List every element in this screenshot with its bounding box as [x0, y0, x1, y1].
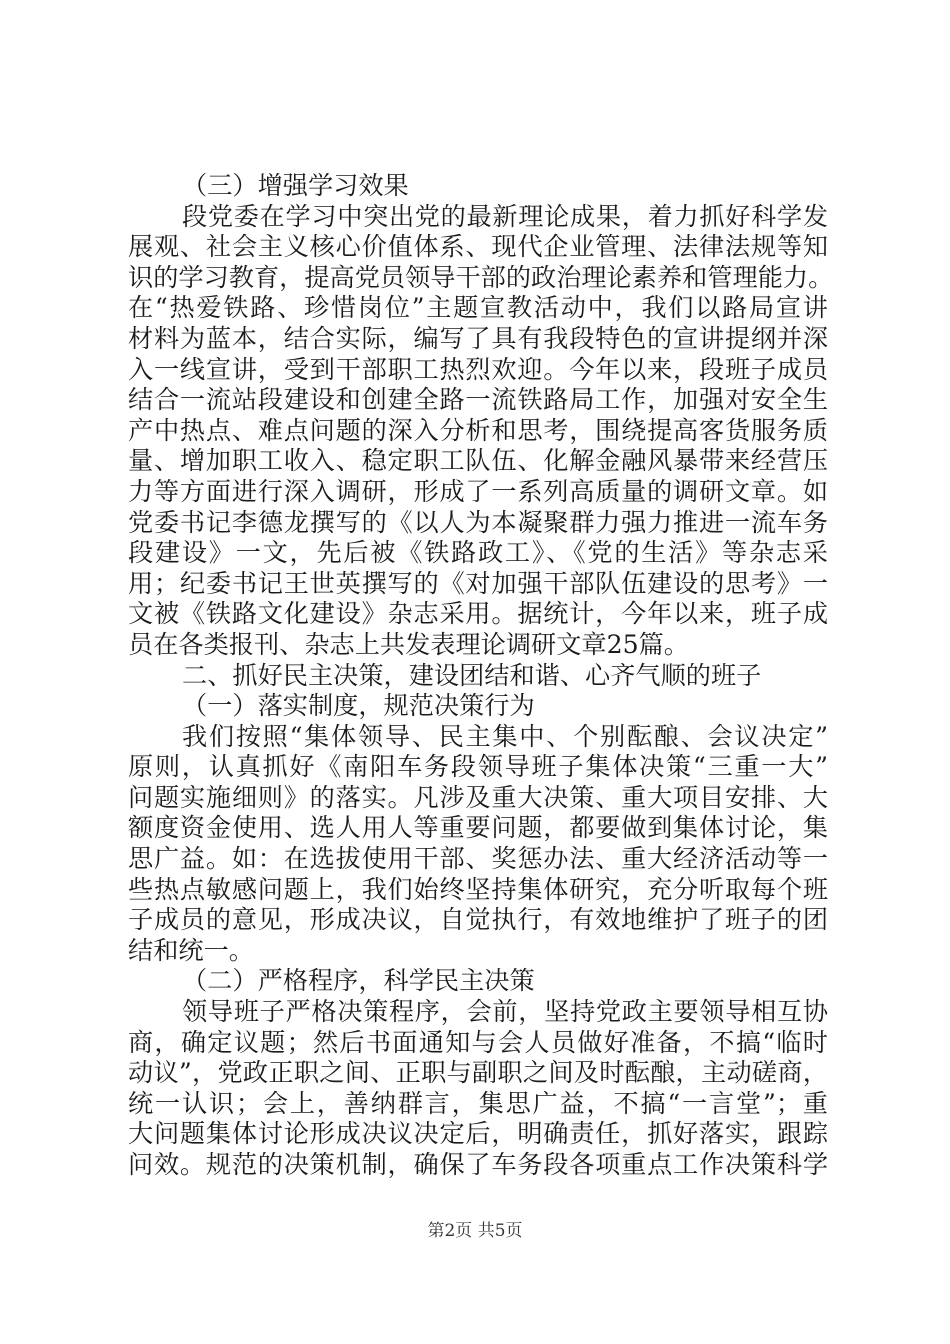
text-line: 原则，认真抓好《南阳车务段领导班子集体决策“三重一大”: [128, 752, 828, 782]
text-line: （一）落实制度，规范决策行为: [182, 691, 535, 721]
text-line: 动议”，党政正职之间、正职与副职之间及时酝酿，主动磋商，: [128, 1058, 828, 1088]
text-line: 党委书记李德龙撰写的《以人为本凝聚群力强力推进一流车务: [128, 507, 828, 537]
text-line: 力等方面进行深入调研，形成了一系列高质量的调研文章。如: [128, 476, 828, 506]
text-line: 段党委在学习中突出党的最新理论成果，着力抓好科学发: [182, 201, 828, 231]
text-line: 大问题集体讨论形成决议决定后，明确责任，抓好落实，跟踪: [128, 1119, 828, 1149]
text-line: 入一线宣讲，受到干部职工热烈欢迎。今年以来，段班子成员: [128, 354, 828, 384]
text-line: 问题实施细则》的落实。凡涉及重大决策、重大项目安排、大: [128, 782, 828, 812]
text-line: 问效。规范的决策机制，确保了车务段各项重点工作决策科学: [128, 1150, 828, 1179]
text-line: 识的学习教育，提高党员领导干部的政治理论素养和管理能力。: [128, 262, 834, 292]
text-line: 量、增加职工收入、稳定职工队伍、化解金融风暴带来经营压: [128, 446, 828, 476]
text-line: 统一认识；会上，善纳群言，集思广益，不搞“一言堂”；重: [128, 1088, 828, 1118]
text-line: （三）增强学习效果: [182, 171, 409, 200]
text-line: 段建设》一文，先后被《铁路政工》、《党的生活》等杂志采: [128, 538, 828, 568]
text-line: 材料为蓝本，结合实际，编写了具有我段特色的宣讲提纲并深: [128, 323, 828, 353]
text-line: 思广益。如：在选拔使用干部、奖惩办法、重大经济活动等一: [128, 844, 828, 874]
text-line: （二）严格程序，科学民主决策: [182, 966, 535, 996]
text-line: 结合一流站段建设和创建全路一流铁路局工作，加强对安全生: [128, 385, 828, 415]
text-line: 商，确定议题；然后书面通知与会人员做好准备，不搞“临时: [128, 1027, 828, 1057]
text-line: 展观、社会主义核心价值体系、现代企业管理、法律法规等知: [128, 232, 828, 262]
text-line: 二、抓好民主决策，建设团结和谐、心齐气顺的班子: [182, 660, 762, 690]
page-footer: 第2页 共5页: [427, 1221, 523, 1241]
text-line: 产中热点、难点问题的深入分析和思考，围绕提高客货服务质: [128, 415, 828, 445]
text-line: 在“热爱铁路、珍惜岗位”主题宣教活动中，我们以路局宣讲: [128, 293, 828, 323]
text-line: 我们按照“集体领导、民主集中、个别酝酿、会议决定”: [182, 721, 828, 751]
text-line: 员在各类报刊、杂志上共发表理论调研文章25篇。: [128, 629, 689, 659]
text-line: 领导班子严格决策程序，会前，坚持党政主要领导相互协: [182, 997, 828, 1027]
text-line: 子成员的意见，形成决议，自觉执行，有效地维护了班子的团: [128, 905, 828, 935]
text-line: 些热点敏感问题上，我们始终坚持集体研究，充分听取每个班: [128, 874, 828, 904]
text-line: 额度资金使用、选人用人等重要问题，都要做到集体讨论，集: [128, 813, 828, 843]
document-body: [128, 171, 834, 1181]
text-line: 文被《铁路文化建设》杂志采用。据统计，今年以来，班子成: [128, 599, 828, 629]
text-line: 用；纪委书记王世英撰写的《对加强干部队伍建设的思考》一: [128, 568, 828, 598]
text-line: 结和统一。: [128, 935, 254, 965]
